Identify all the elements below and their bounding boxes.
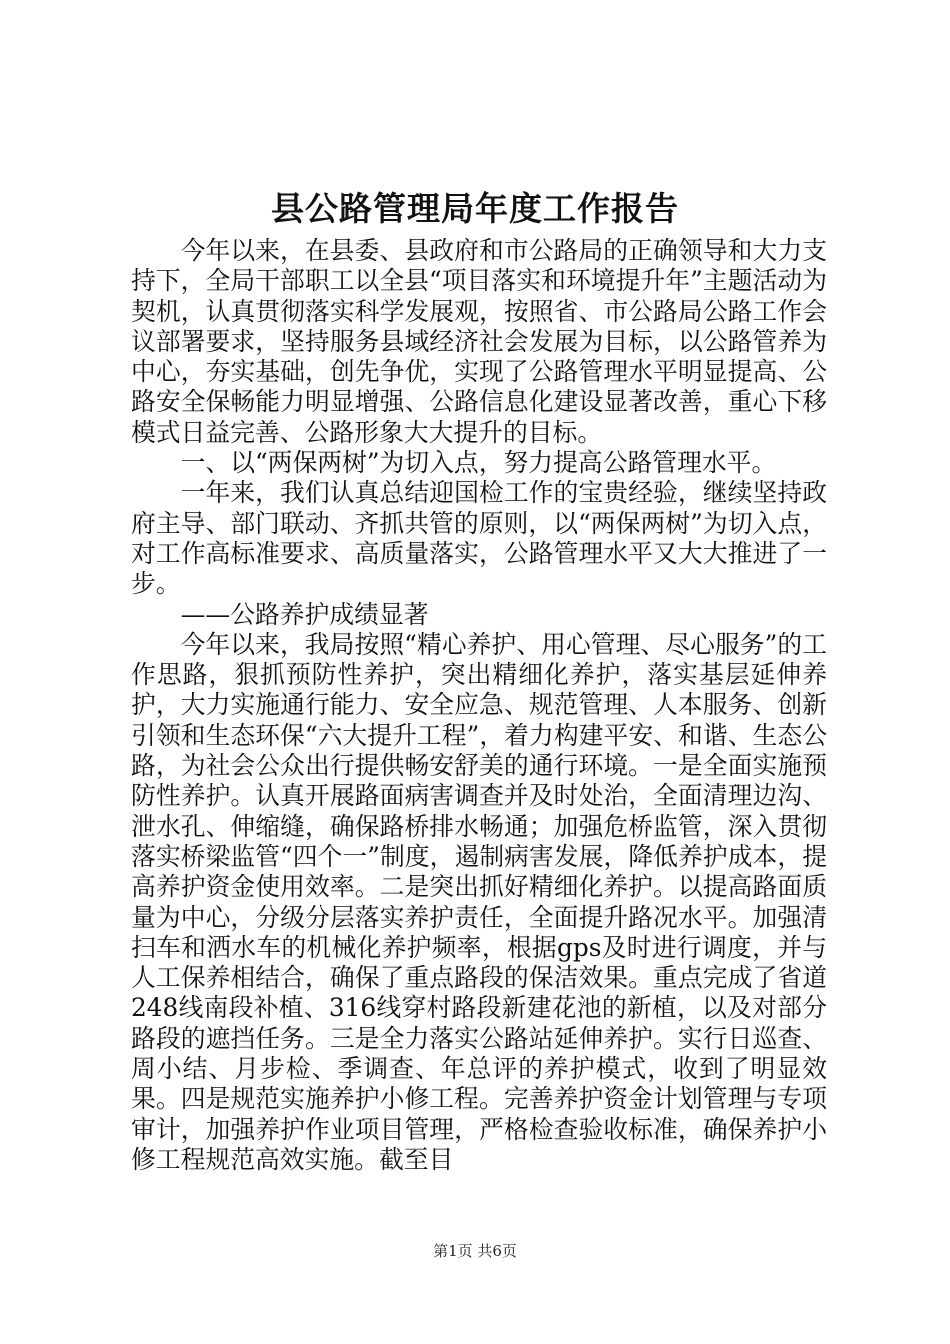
document-body <box>131 236 827 1175</box>
page-number-footer: 第1页 共6页 <box>433 1242 517 1260</box>
subheading-maintenance: ——公路养护成绩显著 <box>180 599 429 629</box>
paragraph-intro: 今年以来，在县委、县政府和市公路局的正确领导和大力支持下，全局干部职工以全县“项目落实和环境提升年”主题活动为契机，认真贯彻落实科学发展观，按照省、市公路局公路工作会议部署要求，坚持服务县域经济社会发展为目标，以公路管养为中心，夯实基础，创先争优，实现了公路管理水平明显提高、公路安全保畅能力明显增强、公路信息化建设显著改善，重心下移模式日益完善、公路形象大大提升的目标。 <box>131 236 827 447</box>
section-heading-1: 一、以“两保两树”为切入点，努力提高公路管理水平。 <box>180 448 777 478</box>
paragraph-section-1: 一年来，我们认真总结迎国检工作的宝贵经验，继续坚持政府主导、部门联动、齐抓共管的原则，以“两保两树”为切入点，对工作高标准要求、高质量落实，公路管理水平又大大推进了一步。 <box>131 478 827 599</box>
document-title: 县公路管理局年度工作报告 <box>271 189 679 228</box>
paragraph-maintenance: 今年以来，我局按照“精心养护、用心管理、尽心服务”的工作思路，狠抓预防性养护，突出精细化养护，落实基层延伸养护，大力实施通行能力、安全应急、规范管理、人本服务、创新引领和生态环保“六大提升工程”，着力构建平安、和谐、生态公路，为社会公众出行提供畅安舒美的通行环境。一是全面实施预防性养护。认真开展路面病害调查并及时处治，全面清理边沟、泄水孔、伸缩缝，确保路桥排水畅通；加强危桥监管，深入贯彻落实桥梁监管“四个一”制度，遏制病害发展，降低养护成本，提高养护资金使用效率。二是突出抓好精细化养护。以提高路面质量为中心，分级分层落实养护责任，全面提升路况水平。加强清扫车和洒水车的机械化养护频率，根据gps及时进行调度，并与人工保养相结合，确保了重点路段的保洁效果。重点完成了省道248线南段补植、316线穿村路段新建花池的新植，以及对部分路段的遮挡任务。三是全力落实公路站延伸养护。实行日巡查、周小结、月步检、季调查、年总评的养护模式，收到了明显效果。四是规范实施养护小修工程。完善养护资金计划管理与专项审计，加强养护作业项目管理，严格检查验收标准，确保养护小修工程规范高效实施。截至目 <box>131 629 827 1174</box>
